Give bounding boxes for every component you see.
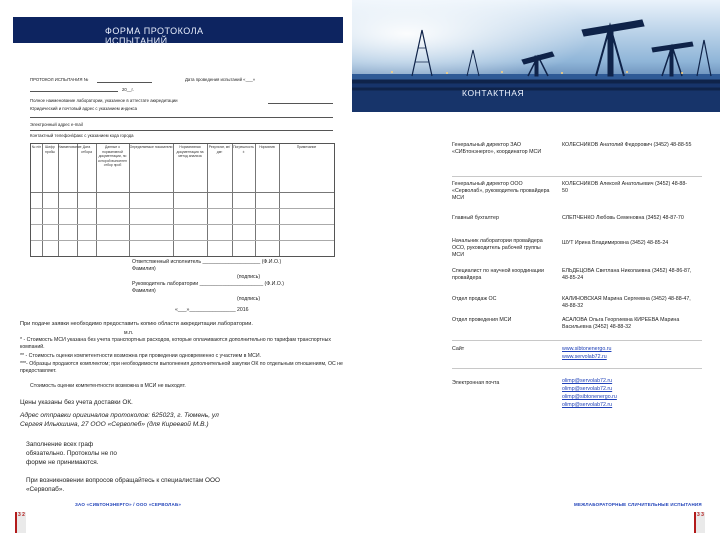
th-method: Нормативная документация на метод анализа: [176, 145, 204, 159]
contact-label-3: Главный бухгалтер: [452, 215, 499, 221]
lab-name-label: Полное наименование лаборатории, указанное в аттестате аккредитации: [30, 98, 178, 103]
warning-line-3: форме не принимаются.: [26, 459, 99, 466]
contact-divider: [452, 176, 702, 177]
question-line-2: «Сервопаб».: [26, 486, 65, 493]
site-link-2[interactable]: www.servolab72.ru: [562, 354, 607, 360]
year-suffix: 20__г.: [122, 87, 134, 92]
contact-value-7: АСАЛОВА Ольга Георгиевна КИРЕЕВА Марина Васильевна (3452) 48-88-32: [562, 317, 680, 331]
prices-note: Цены указаны без учета доставки ОК.: [20, 399, 133, 406]
site-link-1[interactable]: www.sibtonenergo.ru: [562, 346, 612, 352]
email-link-4[interactable]: olimp@servolab72.ru: [562, 402, 613, 408]
signature-label: (подпись): [237, 274, 261, 280]
lab-name-line: [268, 103, 333, 104]
contact-label-1: Генеральный директор ЗАО «СИБтонэнерго», координатор МСИ: [452, 142, 542, 156]
contact-label-email: Электронная почта: [452, 380, 500, 386]
results-table: [30, 143, 335, 257]
contact-label-6: Отдел продаж ОС: [452, 296, 497, 302]
email-link-2[interactable]: olimp@servolab72.ru: [562, 386, 613, 392]
head-sub: Фамилия): [132, 288, 156, 294]
th-code: Шифр пробы: [45, 145, 55, 154]
th-name: Наименование: [58, 145, 82, 149]
form-title: ФОРМА ПРОТОКОЛА ИСПЫТАНИЙ: [105, 26, 204, 46]
th-error: Погрешность ±: [233, 145, 254, 154]
contact-label-5: Специалист по научной координации провайдера: [452, 268, 544, 282]
th-params: Определяемые показатели: [129, 145, 173, 149]
th-num: № п/п: [31, 145, 42, 149]
page-number-right: 3 3: [694, 512, 705, 533]
note-main: При подаче заявки необходимо предоставить копию области аккредитации лаборатории.: [20, 321, 253, 327]
mp-label: м.п.: [124, 330, 134, 336]
address-line: [30, 117, 333, 118]
th-date: Дата отбора: [81, 145, 92, 154]
date-label: Дата проведения испытаний «___»: [185, 77, 256, 82]
contacts-title: КОНТАКТНАЯ: [462, 88, 525, 98]
page-number-left: 3 2: [15, 512, 26, 533]
address-line-1: Адрес отправки оригиналов протоколов: 625023, г. Тюмень, ул: [20, 412, 219, 419]
warning-line-2: обязательно. Протоколы не по: [26, 450, 117, 457]
th-note: Примечание: [296, 145, 317, 149]
note-cost: Стоимость оценки компетентности возможна в МСИ не выходят.: [30, 383, 186, 389]
note-star: * - Стоимость МСИ указана без учета транспортных расходов, которые оплачиваются дополнительно по тарифам транспортных компаний.: [20, 337, 331, 350]
contact-value-4: ШУТ Ирина Владимировна (3452) 48-85-24: [562, 240, 669, 246]
date-line: [30, 91, 118, 92]
contact-value-6: КАЛИНОВСКАЯ Марина Сергеевна (3452) 48-88-47, 48-88-32: [562, 296, 691, 310]
contact-value-5: ЕЛЬДЕЦОВА Светлана Николаевна (3452) 48-86-87, 48-85-24: [562, 268, 692, 282]
contact-label-2: Генеральный директор ООО «Серволаб», руководитель провайдера МСИ: [452, 181, 550, 202]
contact-value-1: КОЛЕСНИКОВ Анатолий Федорович (3452) 48-88-55: [562, 142, 692, 148]
th-norm: Норматив: [259, 145, 275, 149]
email-link-1[interactable]: olimp@servolab72.ru: [562, 378, 613, 384]
protocol-number-line: [97, 82, 152, 83]
oil-field-image: [352, 0, 720, 112]
note-star-2: ** - Стоимость оценки компетентности возможна при проведении одновременно с участием в МСИ.: [20, 353, 262, 359]
legal-address-label: Юридический и почтовый адрес с указанием индекса: [30, 106, 138, 111]
footer-right: МЕЖЛАБОРАТОРНЫЕ СЛИЧИТЕЛЬНЫЕ ИСПЫТАНИЯ: [574, 502, 702, 507]
responsible-sub: Фамилия): [132, 266, 156, 272]
warning-line-1: Заполнение всех граф: [26, 441, 94, 448]
email-line: [30, 130, 333, 131]
address-line-2: Сергея Ильюшина, 27 ООО «Сервопеб» (для Киреевой М.В.): [20, 421, 209, 428]
footer-left: ЗАО «СИБТОНЭНЕРГО» / ООО «СЕРВОЛАБ»: [75, 502, 182, 507]
contact-label-4: Начальник лаборатории провайдера ОСО, руководитель рабочей группы МСИ: [452, 238, 543, 259]
contact-divider-3: [452, 368, 702, 369]
question-line-1: При возникновении вопросов обращайтесь к специалистам ООО: [26, 477, 220, 484]
contact-label-7: Отдел проведения МСИ: [452, 317, 512, 323]
note-star-3: ***- Образцы продаются комплектом; при необходимости выполнения дополнительной закупки ОК по отдельным отношениям, ОС не предоставляет.: [20, 361, 343, 374]
email-label: Электронный адрес e-mail: [30, 122, 83, 127]
contact-divider-2: [452, 340, 702, 341]
left-page: [0, 0, 352, 540]
contact-value-3: СЛЕПЧЕНКО Любовь Семеновна (3452) 48-87-70: [562, 215, 684, 221]
contact-value-2: КОЛЕСНИКОВ Алексей Анатольевич (3452) 48-88-50: [562, 181, 688, 195]
date-line-text: «___»________________ 2016: [175, 307, 249, 313]
th-doc: Данные о нормативной документации, по которой выполнен отбор проб: [98, 145, 127, 168]
right-page: [352, 0, 720, 540]
responsible-label: Ответственный исполнитель ____________________ (Ф.И.О.): [132, 259, 282, 265]
head-label: Руководитель лаборатории ______________________ (Ф.И.О.): [132, 281, 285, 287]
contact-label-site: Сайт: [452, 346, 465, 352]
th-result: Результат, мг/дм³: [208, 145, 231, 154]
email-link-3[interactable]: olimp@sibtonenergo.ru: [562, 394, 617, 400]
protocol-label: ПРОТОКОЛ ИСПЫТАНИЯ №: [30, 77, 89, 82]
oil-rig-banner: [352, 0, 720, 112]
signature-label-2: (подпись): [237, 296, 261, 302]
phone-label: Контактный телефон/факс с указанием кода города: [30, 133, 134, 138]
